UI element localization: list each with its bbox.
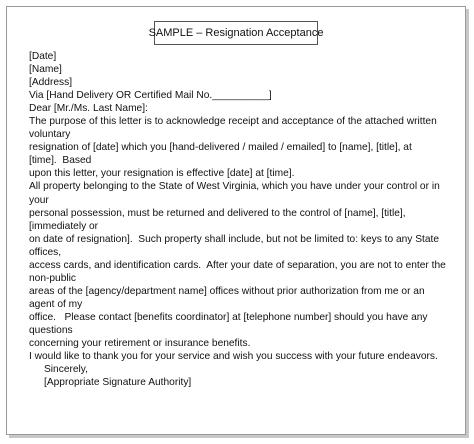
letter-line: access cards, and identification cards. After your date of separation, you are not to enter the — [29, 259, 446, 271]
letter-closing: Sincerely, — [44, 364, 88, 376]
letter-line: areas of the [agency/department name] offices without prior authorization from me or an — [29, 285, 425, 297]
letter-line: your — [29, 194, 49, 206]
letter-line: questions — [29, 324, 73, 336]
letter-body — [29, 50, 449, 389]
letter-line: non-public — [29, 272, 77, 284]
letter-line: offices, — [29, 246, 62, 258]
letter-line: concerning your retirement or insurance benefits. — [29, 338, 251, 350]
letter-line: Via [Hand Delivery OR Certified Mail No.__________] — [29, 90, 272, 102]
letter-line: [Address] — [29, 77, 73, 89]
letter-line: I would like to thank you for your service and wish you success with your future endeavors. — [29, 351, 438, 363]
letter-line: [immediately or — [29, 220, 99, 232]
letter-line: [time]. Based — [29, 155, 92, 167]
document-page — [6, 6, 466, 435]
letter-line: personal possession, must be returned and delivered to the control of [name], [title], — [29, 207, 406, 219]
letter-line: voluntary — [29, 129, 71, 141]
document-title: SAMPLE – Resignation Acceptance — [154, 21, 318, 45]
letter-line: The purpose of this letter is to acknowledge receipt and acceptance of the attached written — [29, 116, 437, 128]
letter-line: resignation of [date] which you [hand-delivered / mailed / emailed] to [name], [title], at — [29, 142, 412, 154]
letter-line: agent of my — [29, 298, 83, 310]
letter-line: [Date] — [29, 51, 57, 62]
letter-line: on date of resignation]. Such property shall include, but not be limited to: keys to any State — [29, 233, 440, 245]
letter-line: upon this letter, your resignation is effective [date] at [time]. — [29, 168, 295, 180]
letter-line: Dear [Mr./Ms. Last Name]: — [29, 103, 148, 115]
letter-line: office. Please contact [benefits coordinator] at [telephone number] should you have any — [29, 311, 428, 323]
letter-signature: [Appropriate Signature Authority] — [44, 377, 192, 389]
letter-line: All property belonging to the State of West Virginia, which you have under your control or in — [29, 181, 440, 193]
letter-line: [Name] — [29, 64, 62, 76]
